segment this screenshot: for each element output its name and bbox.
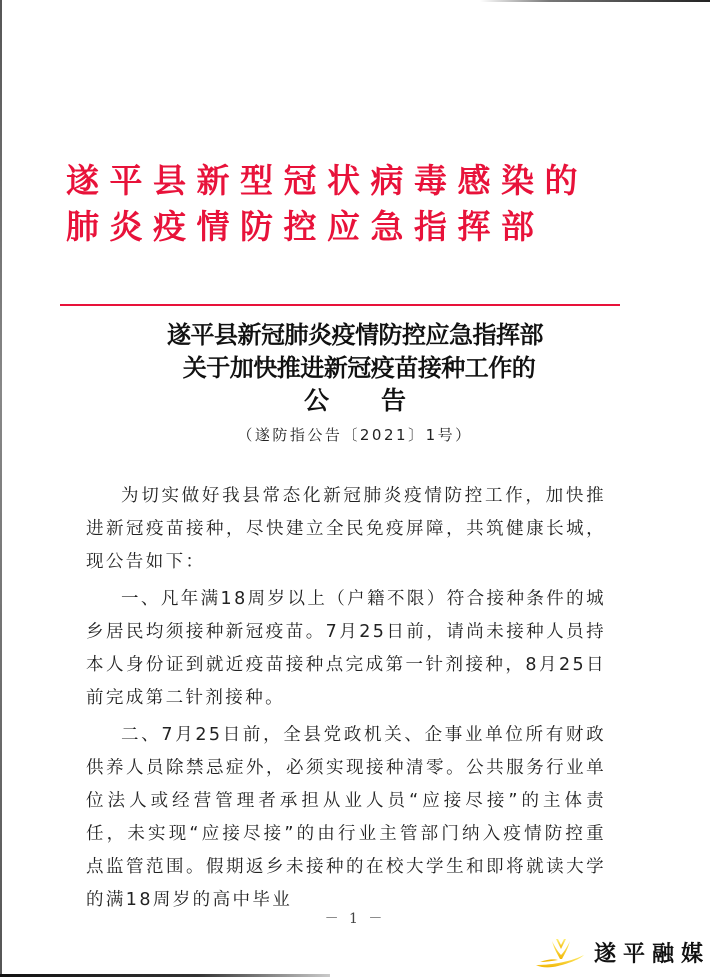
title-line-2: 关于加快推进新冠疫苗接种工作的 [182, 353, 536, 382]
title-line-3: 公告 [303, 386, 458, 415]
suiping-media-logo-icon [534, 935, 588, 969]
scan-edge-left [0, 0, 2, 977]
scan-edge-top [480, 0, 710, 2]
document-number: （遂防指公告〔2021〕1号） [237, 426, 473, 444]
page-number: － 1 － [324, 911, 386, 927]
letterhead-line-2: 肺炎疫情防控应急指挥部 [66, 207, 545, 246]
document-title [0, 318, 710, 417]
document-body [86, 480, 606, 921]
body-paragraph-item-1: 一、凡年满18周岁以上（户籍不限）符合接种条件的城乡居民均须接种新冠疫苗。7月25日前，请尚未接种人员持本人身份证到就近疫苗接种点完成第一针剂接种，8月25日前完成第二针剂接种。 [86, 589, 606, 708]
red-divider-line [60, 304, 620, 306]
body-paragraph-item-2: 二、7月25日前，全县党政机关、企事业单位所有财政供养人员除禁忌症外，必须实现接种清零。公共服务行业单位法人或经营管理者承担从业人员“应接尽接”的主体责任，未实现“应接尽接”的由行业主管部门纳入疫情防控重点监管范围。假期返乡未接种的在校大学生和即将就读大学的满18周岁的高中毕业 [86, 725, 606, 910]
red-letterhead [66, 158, 626, 250]
title-line-1: 遂平县新冠肺炎疫情防控应急指挥部 [167, 320, 543, 349]
body-paragraph-intro: 为切实做好我县常态化新冠肺炎疫情防控工作，加快推进新冠疫苗接种，尽快建立全民免疫屏障，共筑健康长城，现公告如下： [86, 486, 606, 572]
letterhead-line-1: 遂平县新型冠状病毒感染的 [66, 161, 588, 200]
watermark-brand-text: 遂平融媒 [594, 941, 710, 967]
watermark [534, 932, 710, 972]
